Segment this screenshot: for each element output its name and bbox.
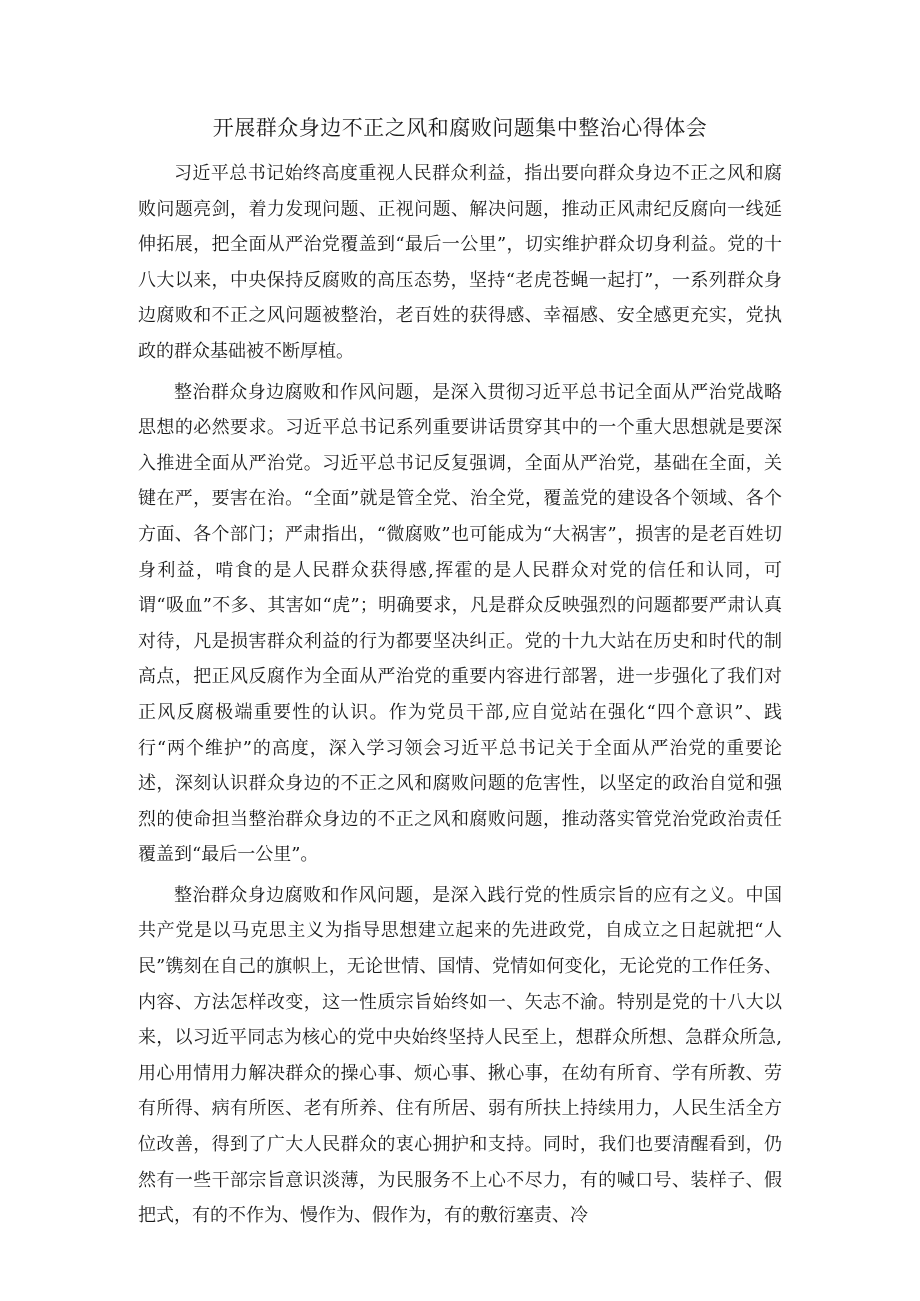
paragraph-3: 整治群众身边腐败和作风问题，是深入践行党的性质宗旨的应有之义。中国共产党是以马克思主义为指导思想建立起来的先进政党，自成立之日起就把“人民”镌刻在自己的旗帜上，无论世情、国情、党情如何变化，无论党的工作任务、内容、方法怎样改变，这一性质宗旨始终如一、矢志不渝。特别是党的十八大以来，以习近平同志为核心的党中央始终坚持人民至上，想群众所想、急群众所急,用心用情用力解决群众的操心事、烦心事、揪心事，在幼有所育、学有所教、劳有所得、病有所医、老有所养、住有所居、弱有所扶上持续用力，人民生活全方位改善，得到了广大人民群众的衷心拥护和支持。同时，我们也要清醒看到，仍然有一些干部宗旨意识淡薄，为民服务不上心不尽力，有的喊口号、装样子、假把式，有的不作为、慢作为、假作为，有的敷衍塞责、冷 [138,884,782,1227]
document-body [138,112,782,1239]
document-title: 开展群众身边不正之风和腐败问题集中整治心得体会 [212,116,708,140]
paragraph-1: 习近平总书记始终高度重视人民群众利益，指出要向群众身边不正之风和腐败问题亮剑，着力发现问题、正视问题、解决问题，推动正风肃纪反腐向一线延伸拓展，把全面从严治党覆盖到“最后一公里”，切实维护群众切身利益。党的十八大以来，中央保持反腐败的高压态势，坚持“老虎苍蝇一起打”，一系列群众身边腐败和不正之风问题被整治，老百姓的获得感、幸福感、安全感更充实，党执政的群众基础被不断厚植。 [138,163,782,362]
paragraph-2: 整治群众身边腐败和作风问题，是深入贯彻习近平总书记全面从严治党战略思想的必然要求。习近平总书记系列重要讲话贯穿其中的一个重大思想就是要深入推进全面从严治党。习近平总书记反复强调，全面从严治党，基础在全面，关键在严，要害在治。“全面”就是管全党、治全党，覆盖党的建设各个领域、各个方面、各个部门；严肃指出，“微腐败”也可能成为“大祸害”，损害的是老百姓切身利益，啃食的是人民群众获得感,挥霍的是人民群众对党的信任和认同，可谓“吸血”不多、其害如“虎”；明确要求，凡是群众反映强烈的问题都要严肃认真对待，凡是损害群众利益的行为都要坚决纠正。党的十九大站在历史和时代的制高点，把正风反腐作为全面从严治党的重要内容进行部署，进一步强化了我们对正风反腐极端重要性的认识。作为党员干部,应自觉站在强化“四个意识”、践行“两个维护”的高度，深入学习领会习近平总书记关于全面从严治党的重要论述，深刻认识群众身边的不正之风和腐败问题的危害性，以坚定的政治自觉和强烈的使命担当整治群众身边的不正之风和腐败问题，推动落实管党治党政治责任覆盖到“最后一公里”。 [138,381,782,866]
